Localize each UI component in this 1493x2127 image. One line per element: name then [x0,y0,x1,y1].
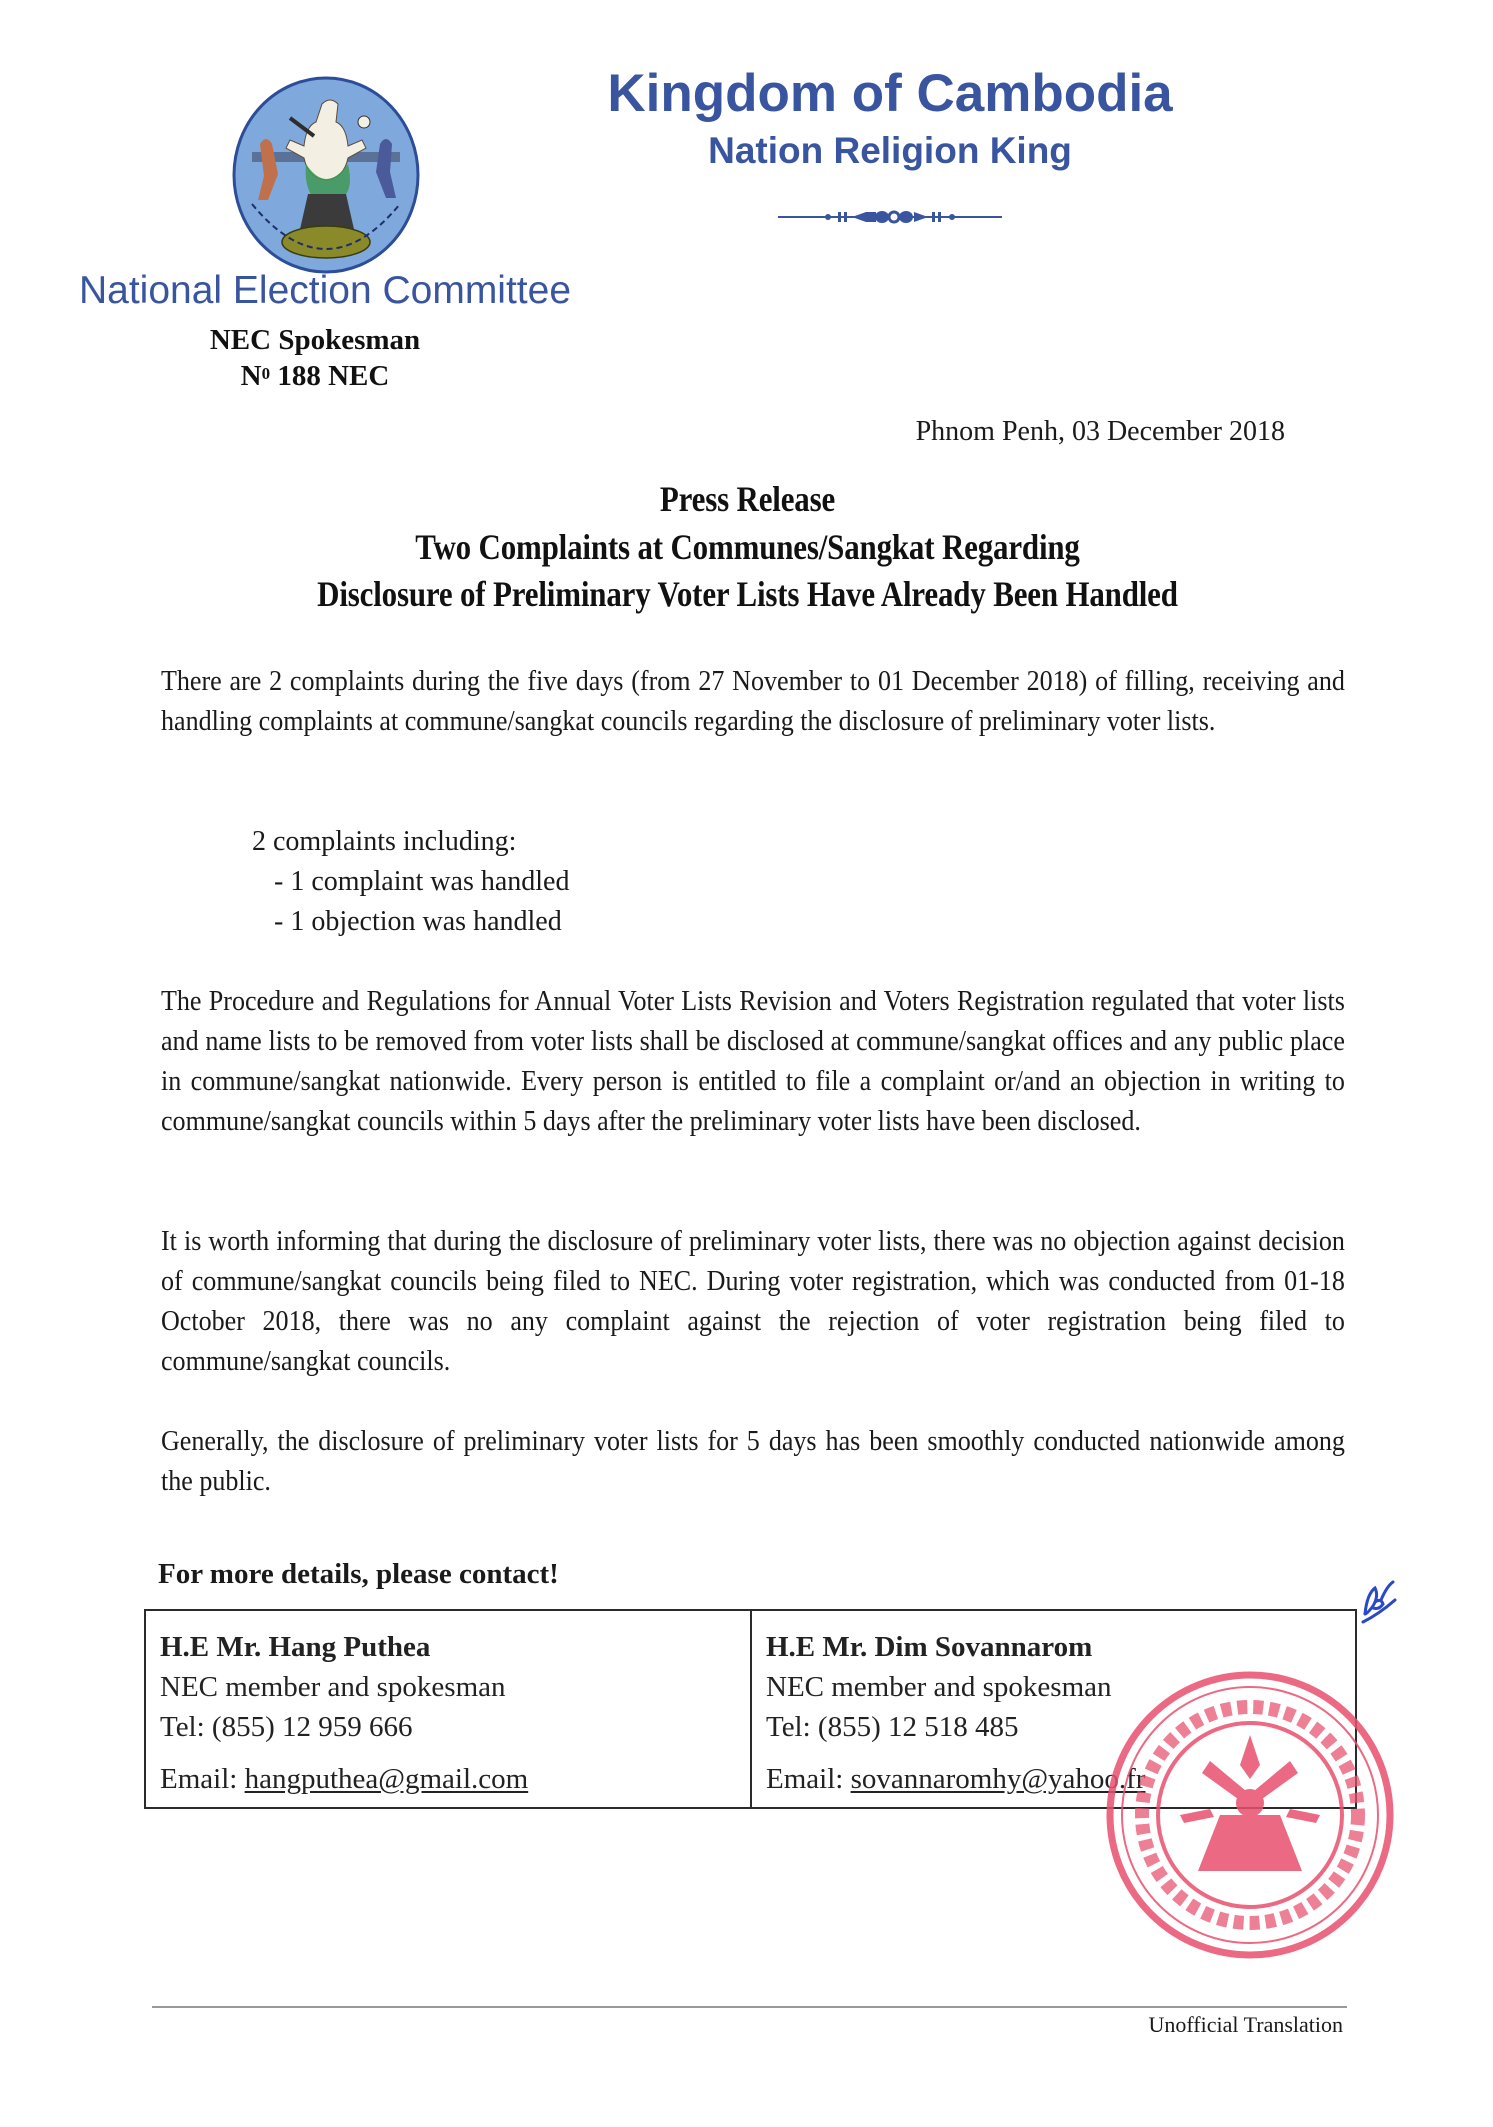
list-item: - 1 complaint was handled [274,866,570,897]
number-superscript: 0 [261,364,271,383]
email-label: Email: [766,1763,851,1795]
email-link[interactable]: sovannaromhy@yahoo.fr [850,1763,1146,1795]
email-label: Email: [160,1763,245,1795]
organization-name: National Election Committee [78,269,572,312]
list-heading: 2 complaints including: [252,826,517,857]
complaints-list [252,822,569,942]
footer-divider [152,2006,1347,2008]
contact-phone: Tel: (855) 12 518 485 [766,1711,1019,1743]
date-line: Phnom Penh, 03 December 2018 [915,416,1285,447]
number-prefix: N [240,360,262,392]
headline-line-1: Two Complaints at Communes/Sangkat Regarding [415,527,1080,567]
contact-card [146,1611,752,1807]
body-paragraph-1: There are 2 complaints during the five days (from 27 November to 01 December 2018) of filling, receiving and handling complaints at commune/sangkat councils regarding the disclosure of preliminary voter lists. [161,666,1345,737]
nec-emblem-icon [230,74,422,276]
handwritten-initials-icon [1355,1578,1405,1630]
document-type-heading: Press Release [659,479,836,519]
list-item: - 1 objection was handled [274,906,562,937]
email-link[interactable]: hangputhea@gmail.com [244,1763,529,1795]
body-paragraph-3: It is worth informing that during the disclosure of preliminary voter lists, there was no objection against decision of commune/sangkat councils being filed to NEC. During voter registration, which was conducted from 01-18 October 2018, there was no any complaint against the rejection of voter registration being filed to commune/sangkat councils. [161,1226,1345,1377]
contact-name: H.E Mr. Dim Sovannarom [766,1631,1093,1663]
contact-phone: Tel: (855) 12 959 666 [160,1711,413,1743]
headline-line-2: Disclosure of Preliminary Voter Lists Have Already Been Handled [317,574,1178,614]
contact-email-row [160,1759,750,1799]
document-number [120,358,510,394]
body-paragraph-2: The Procedure and Regulations for Annual Voter Lists Revision and Voters Registration regulated that voter lists and name lists to be removed from voter lists shall be disclosed at commune/sangkat offices and any public place in commune/sangkat nationwide. Every person is entitled to file a complaint or/and an objection in writing to commune/sangkat councils within 5 days after the preliminary voter lists have been disclosed. [161,986,1345,1137]
footer-note: Unofficial Translation [1148,2012,1343,2037]
ornamental-divider-icon [776,206,1004,228]
number-value: 188 NEC [270,360,390,392]
contact-role: NEC member and spokesman [766,1671,1112,1703]
official-red-seal-icon [1100,1665,1400,1965]
contact-name: H.E Mr. Hang Puthea [160,1631,431,1663]
contact-role: NEC member and spokesman [160,1671,506,1703]
office-title: NEC Spokesman [209,324,421,356]
country-heading: Kingdom of Cambodia [607,64,1173,123]
body-paragraph-4: Generally, the disclosure of preliminary voter lists for 5 days has been smoothly conducted nationwide among the public. [161,1426,1345,1497]
national-motto: Nation Religion King [708,130,1072,171]
contact-heading: For more details, please contact! [158,1558,559,1590]
